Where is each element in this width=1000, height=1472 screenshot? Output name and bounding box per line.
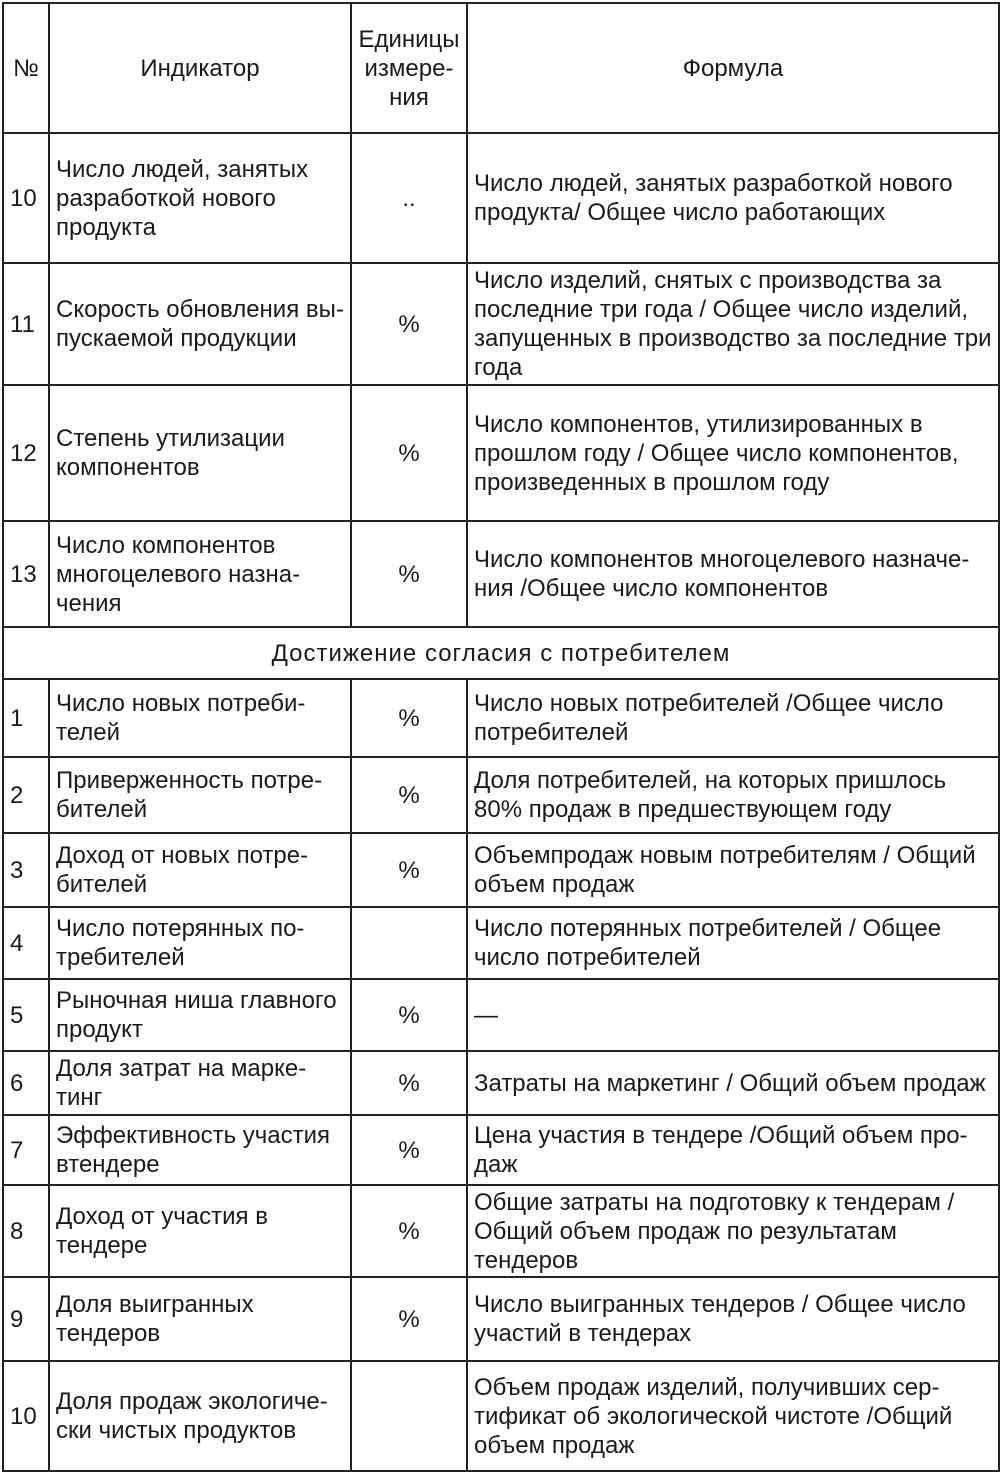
table-row	[3, 1051, 999, 1115]
row-unit: ..	[351, 133, 467, 263]
row-number: 13	[3, 521, 49, 627]
row-indicator: Рыночная ниша главного продукт	[49, 979, 351, 1051]
row-unit: %	[351, 979, 467, 1051]
row-number: 11	[3, 263, 49, 385]
row-indicator: Доход от участия в тендере	[49, 1185, 351, 1277]
row-formula: —	[467, 979, 999, 1051]
table-row	[3, 1361, 999, 1471]
row-formula: Число потерянных потребителей / Общее число потребителей	[467, 907, 999, 979]
row-formula: Число выигранных тендеров / Общее число участий в тендерах	[467, 1277, 999, 1361]
row-indicator: Доход от новых потре- бителей	[49, 833, 351, 907]
row-unit: %	[351, 263, 467, 385]
row-unit: %	[351, 385, 467, 521]
header-indicator: Индикатор	[49, 3, 351, 133]
header-row	[3, 3, 999, 133]
row-number: 9	[3, 1277, 49, 1361]
row-indicator: Скорость обновления вы- пускаемой продукции	[49, 263, 351, 385]
table-row	[3, 679, 999, 757]
table-row	[3, 385, 999, 521]
row-indicator: Доля затрат на марке- тинг	[49, 1051, 351, 1115]
row-number: 8	[3, 1185, 49, 1277]
row-unit: %	[351, 833, 467, 907]
row-formula: Объемпродаж новым потребителям / Общий объем продаж	[467, 833, 999, 907]
row-unit	[351, 1361, 467, 1471]
section-title: Достижение согласия с потребителем	[3, 627, 999, 679]
row-number: 4	[3, 907, 49, 979]
row-number: 3	[3, 833, 49, 907]
row-number: 7	[3, 1115, 49, 1185]
row-indicator: Число компонентов многоцелевого назна- чения	[49, 521, 351, 627]
row-indicator: Доля продаж экологиче- ски чистых продуктов	[49, 1361, 351, 1471]
row-formula: Доля потребителей, на которых пришлось 80% продаж в предшествующем году	[467, 757, 999, 833]
table-row	[3, 979, 999, 1051]
row-unit	[351, 907, 467, 979]
row-number: 1	[3, 679, 49, 757]
row-indicator: Приверженность потре- бителей	[49, 757, 351, 833]
row-formula: Число компонентов многоцелевого назначе- ния /Общее число компонентов	[467, 521, 999, 627]
row-number: 2	[3, 757, 49, 833]
row-unit: %	[351, 757, 467, 833]
table-row	[3, 1115, 999, 1185]
row-formula: Число новых потребителей /Общее число потребителей	[467, 679, 999, 757]
row-formula: Число изделий, снятых с производства за последние три года / Общее число изделий, запущенных в производство за последние три года	[467, 263, 999, 385]
indicator-table	[2, 2, 1000, 1472]
section-row	[3, 627, 999, 679]
row-indicator: Число новых потреби- телей	[49, 679, 351, 757]
row-indicator: Доля выигранных тендеров	[49, 1277, 351, 1361]
table-row	[3, 133, 999, 263]
table-row	[3, 907, 999, 979]
header-num: №	[3, 3, 49, 133]
row-unit: %	[351, 1277, 467, 1361]
row-formula: Объем продаж изделий, получивших сер- тификат об экологической чистоте /Общий объем продаж	[467, 1361, 999, 1471]
row-indicator: Число людей, занятых разработкой нового продукта	[49, 133, 351, 263]
table-row	[3, 757, 999, 833]
row-number: 10	[3, 133, 49, 263]
row-unit: %	[351, 1051, 467, 1115]
row-indicator: Степень утилизации компонентов	[49, 385, 351, 521]
row-indicator: Эффективность участия втендере	[49, 1115, 351, 1185]
row-unit: %	[351, 1185, 467, 1277]
table-row	[3, 833, 999, 907]
row-number: 12	[3, 385, 49, 521]
row-formula: Число людей, занятых разработкой нового продукта/ Общее число работающих	[467, 133, 999, 263]
table-row	[3, 1185, 999, 1277]
row-number: 10	[3, 1361, 49, 1471]
row-unit: %	[351, 521, 467, 627]
row-indicator: Число потерянных по- требителей	[49, 907, 351, 979]
header-formula: Формула	[467, 3, 999, 133]
row-formula: Цена участия в тендере /Общий объем про- даж	[467, 1115, 999, 1185]
row-formula: Число компонентов, утилизированных в прошлом году / Общее число компонентов, произведенных в прошлом году	[467, 385, 999, 521]
row-formula: Затраты на маркетинг / Общий объем продаж	[467, 1051, 999, 1115]
row-number: 5	[3, 979, 49, 1051]
row-unit: %	[351, 679, 467, 757]
table-row	[3, 1277, 999, 1361]
row-formula: Общие затраты на подготовку к тендерам / Общий объем продаж по результатам тендеров	[467, 1185, 999, 1277]
table-row	[3, 521, 999, 627]
row-number: 6	[3, 1051, 49, 1115]
header-units: Единицы измере- ния	[351, 3, 467, 133]
row-unit: %	[351, 1115, 467, 1185]
table-row	[3, 263, 999, 385]
